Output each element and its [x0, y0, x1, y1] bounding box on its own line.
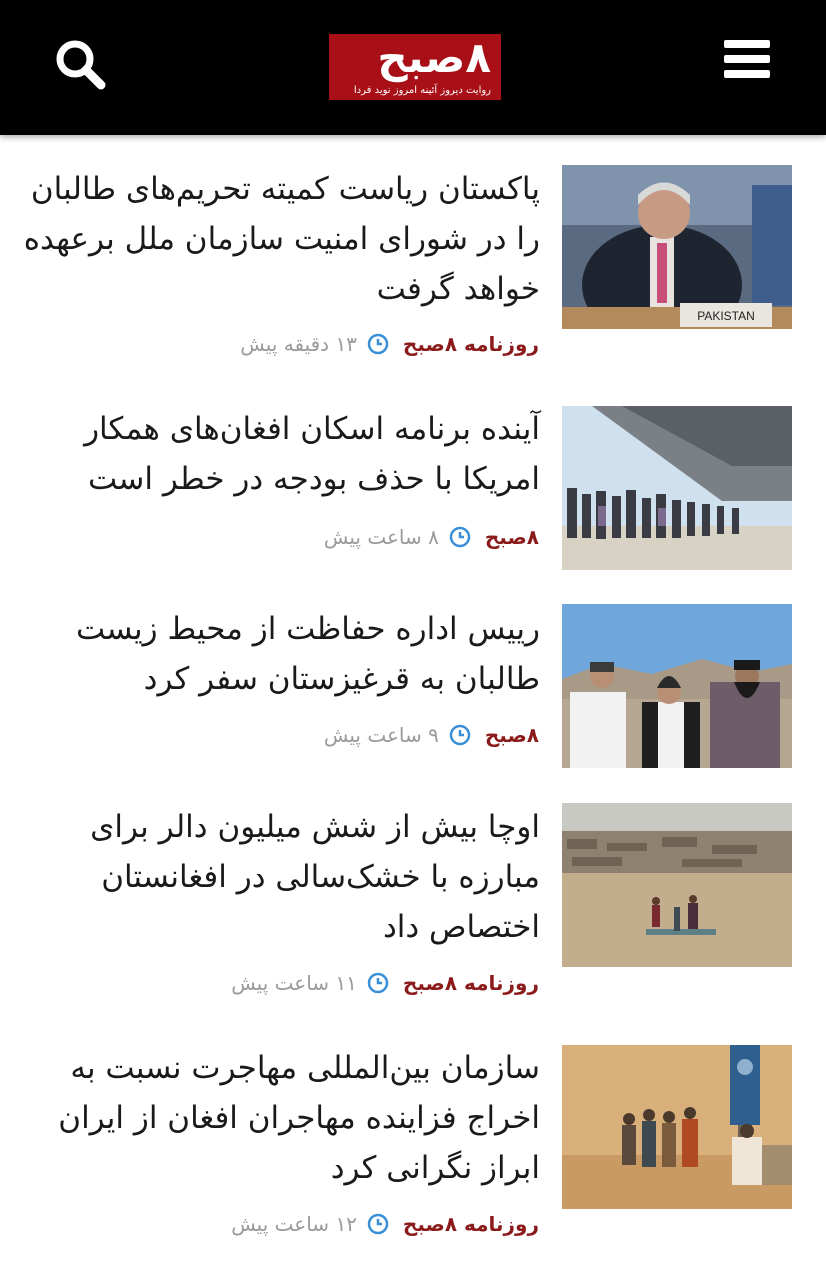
article-thumbnail[interactable] — [562, 1045, 792, 1209]
article-source[interactable]: روزنامه ۸صبح — [402, 971, 539, 995]
article-source[interactable]: ۸صبح — [484, 525, 539, 549]
article-title[interactable]: اوچا بیش از شش میلیون دالر برای مبارزه با خشک‌سالی در افغانستان اختصاص داد — [90, 809, 540, 945]
article-meta — [324, 721, 539, 749]
article-meta — [231, 969, 539, 997]
article-title[interactable]: سازمان بین‌المللی مهاجرت نسبت به اخراج فزاینده مهاجران افغان از ایران ابراز نگرانی کرد — [58, 1050, 540, 1186]
search-icon — [52, 36, 108, 92]
hamburger-icon — [720, 40, 774, 78]
site-logo[interactable] — [329, 34, 501, 100]
top-header — [0, 0, 826, 135]
article-meta — [324, 523, 539, 551]
article-time: ۱۲ ساعت پیش — [231, 1212, 357, 1236]
clock-icon — [367, 972, 389, 994]
article-time: ۸ ساعت پیش — [323, 525, 439, 549]
search-button[interactable] — [52, 36, 108, 92]
article-source[interactable]: روزنامه ۸صبح — [402, 332, 539, 356]
clock-icon — [367, 1213, 389, 1235]
clock-icon — [449, 526, 471, 548]
article-time: ۹ ساعت پیش — [323, 723, 439, 747]
article-source[interactable]: ۸صبح — [484, 723, 539, 747]
hamburger-menu-button[interactable] — [720, 40, 774, 86]
article-meta — [240, 330, 539, 358]
article-title[interactable]: پاکستان ریاست کمیته تحریم‌های طالبان را در شورای امنیت سازمان ملل برعهده خواهد گرفت — [23, 171, 540, 307]
article-source[interactable]: روزنامه ۸صبح — [402, 1212, 539, 1236]
logo-wordmark: ۸صبح — [377, 33, 491, 82]
article-time: ۱۱ ساعت پیش — [231, 971, 357, 995]
article-title[interactable]: رییس اداره حفاظت از محیط زیست طالبان به قرغیزستان سفر کرد — [75, 611, 540, 697]
article-thumbnail[interactable] — [562, 406, 792, 570]
article-meta — [231, 1210, 539, 1238]
article-thumbnail[interactable] — [562, 803, 792, 967]
logo-tagline: روایت دیروز آئینه امروز نوید فردا — [353, 85, 491, 96]
clock-icon — [449, 724, 471, 746]
article-thumbnail[interactable] — [562, 604, 792, 768]
nameplate-label: PAKISTAN — [697, 309, 755, 323]
clock-icon — [367, 333, 389, 355]
article-time: ۱۳ دقیقه پیش — [240, 332, 357, 356]
article-thumbnail[interactable] — [562, 165, 792, 329]
article-title[interactable]: آینده برنامه اسکان افغان‌های همکار امریکا با حذف بودجه در خطر است — [84, 411, 540, 497]
